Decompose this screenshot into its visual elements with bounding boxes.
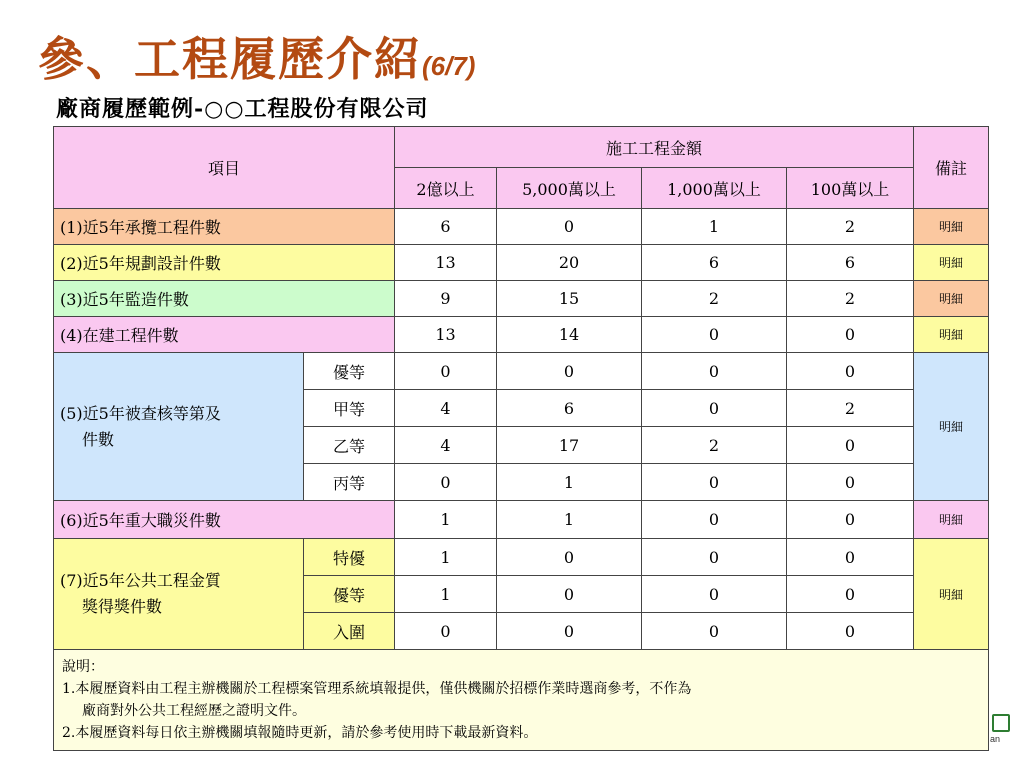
row-label: (1)近5年承攬工程件數	[54, 209, 395, 245]
table-cell: 0	[642, 613, 787, 650]
table-cell: 2	[787, 281, 914, 317]
table-cell: 0	[787, 576, 914, 613]
table-cell: 17	[497, 427, 642, 464]
detail-link[interactable]: 明細	[914, 317, 989, 353]
amount-col-4: 100萬以上	[787, 168, 914, 209]
table-cell: 0	[395, 464, 497, 501]
row-label-line2: 獎得獎件數	[82, 597, 163, 616]
table-cell: 0	[787, 353, 914, 390]
notes-line-2: 2.本履歷資料每日依主辦機關填報隨時更新，請於參考使用時下載最新資料。	[62, 725, 538, 741]
green-square-logo-icon	[990, 714, 1012, 744]
table-cell: 9	[395, 281, 497, 317]
row-label	[54, 539, 304, 650]
table-cell: 1	[497, 501, 642, 539]
table-cell: 0	[787, 613, 914, 650]
amount-col-2: 5,000萬以上	[497, 168, 642, 209]
detail-link[interactable]: 明細	[914, 209, 989, 245]
row-label-line1: (7)近5年公共工程金質	[60, 571, 221, 590]
table-cell: 0	[642, 390, 787, 427]
detail-link[interactable]: 明細	[914, 539, 989, 650]
table-cell: 2	[787, 209, 914, 245]
notes-row	[54, 650, 989, 751]
table-cell: 0	[497, 613, 642, 650]
sub-label: 乙等	[304, 427, 395, 464]
table-row	[54, 539, 989, 576]
table-cell: 20	[497, 245, 642, 281]
row-label	[54, 353, 304, 501]
table-cell: 6	[395, 209, 497, 245]
table-cell: 0	[497, 353, 642, 390]
table-cell: 0	[642, 464, 787, 501]
title-main: 參、工程履歷介紹	[38, 32, 422, 86]
logo-text: an	[990, 734, 1001, 744]
table-cell: 6	[642, 245, 787, 281]
table-cell: 0	[642, 501, 787, 539]
logo-box	[992, 714, 1010, 732]
row-label-line2: 件數	[82, 429, 115, 449]
sub-label: 甲等	[304, 390, 395, 427]
record-table	[53, 126, 989, 751]
table-cell: 1	[497, 464, 642, 501]
notes-line-1: 1.本履歷資料由工程主辦機關於工程標案管理系統填報提供，僅供機關於招標作業時選商參考，不作為	[62, 681, 692, 697]
detail-link[interactable]: 明細	[914, 281, 989, 317]
row-label: (4)在建工程件數	[54, 317, 395, 353]
sub-label: 優等	[304, 353, 395, 390]
remark-header: 備註	[914, 127, 989, 209]
item-header: 項目	[54, 127, 395, 209]
table-cell: 14	[497, 317, 642, 353]
sub-label: 入圍	[304, 613, 395, 650]
sub-label: 優等	[304, 576, 395, 613]
detail-link[interactable]: 明細	[914, 501, 989, 539]
table-cell: 15	[497, 281, 642, 317]
table-cell: 1	[395, 576, 497, 613]
table-cell: 1	[395, 539, 497, 576]
table-cell: 6	[497, 390, 642, 427]
row-label: (2)近5年規劃設計件數	[54, 245, 395, 281]
sub-label: 丙等	[304, 464, 395, 501]
table-cell: 0	[642, 353, 787, 390]
detail-link[interactable]: 明細	[914, 353, 989, 501]
notes-heading: 說明：	[62, 659, 104, 675]
table-cell: 0	[395, 613, 497, 650]
page-subtitle: 廠商履歷範例-○○工程股份有限公司	[56, 96, 429, 122]
table-cell: 6	[787, 245, 914, 281]
notes-cell	[54, 650, 989, 751]
table-row	[54, 353, 989, 390]
table-cell: 2	[642, 427, 787, 464]
page-title	[38, 24, 475, 94]
table-cell: 0	[787, 317, 914, 353]
table-cell: 0	[497, 209, 642, 245]
table-row	[54, 245, 989, 281]
title-page-number: (6/7)	[422, 51, 476, 81]
table-cell: 2	[642, 281, 787, 317]
table-cell: 4	[395, 427, 497, 464]
table-row	[54, 501, 989, 539]
table-cell: 0	[787, 427, 914, 464]
amount-header: 施工工程金額	[395, 127, 914, 168]
amount-col-3: 1,000萬以上	[642, 168, 787, 209]
table-row	[54, 317, 989, 353]
table-cell: 2	[787, 390, 914, 427]
row-label: (3)近5年監造件數	[54, 281, 395, 317]
sub-label: 特優	[304, 539, 395, 576]
table-cell: 0	[497, 539, 642, 576]
table-cell: 0	[642, 317, 787, 353]
table-cell: 0	[497, 576, 642, 613]
table-cell: 13	[395, 245, 497, 281]
table-cell: 0	[642, 539, 787, 576]
table-cell: 0	[787, 539, 914, 576]
amount-col-1: 2億以上	[395, 168, 497, 209]
table-cell: 0	[787, 501, 914, 539]
table-row	[54, 209, 989, 245]
row-label-line1: (5)近5年被查核等第及	[60, 403, 221, 423]
table-cell: 0	[642, 576, 787, 613]
table-cell: 4	[395, 390, 497, 427]
table-cell: 0	[395, 353, 497, 390]
table-cell: 1	[395, 501, 497, 539]
table-cell: 0	[787, 464, 914, 501]
table-cell: 1	[642, 209, 787, 245]
table-cell: 13	[395, 317, 497, 353]
table-row	[54, 281, 989, 317]
detail-link[interactable]: 明細	[914, 245, 989, 281]
row-label: (6)近5年重大職災件數	[54, 501, 395, 539]
notes-line-1b: 廠商對外公共工程經歷之證明文件。	[82, 703, 306, 719]
